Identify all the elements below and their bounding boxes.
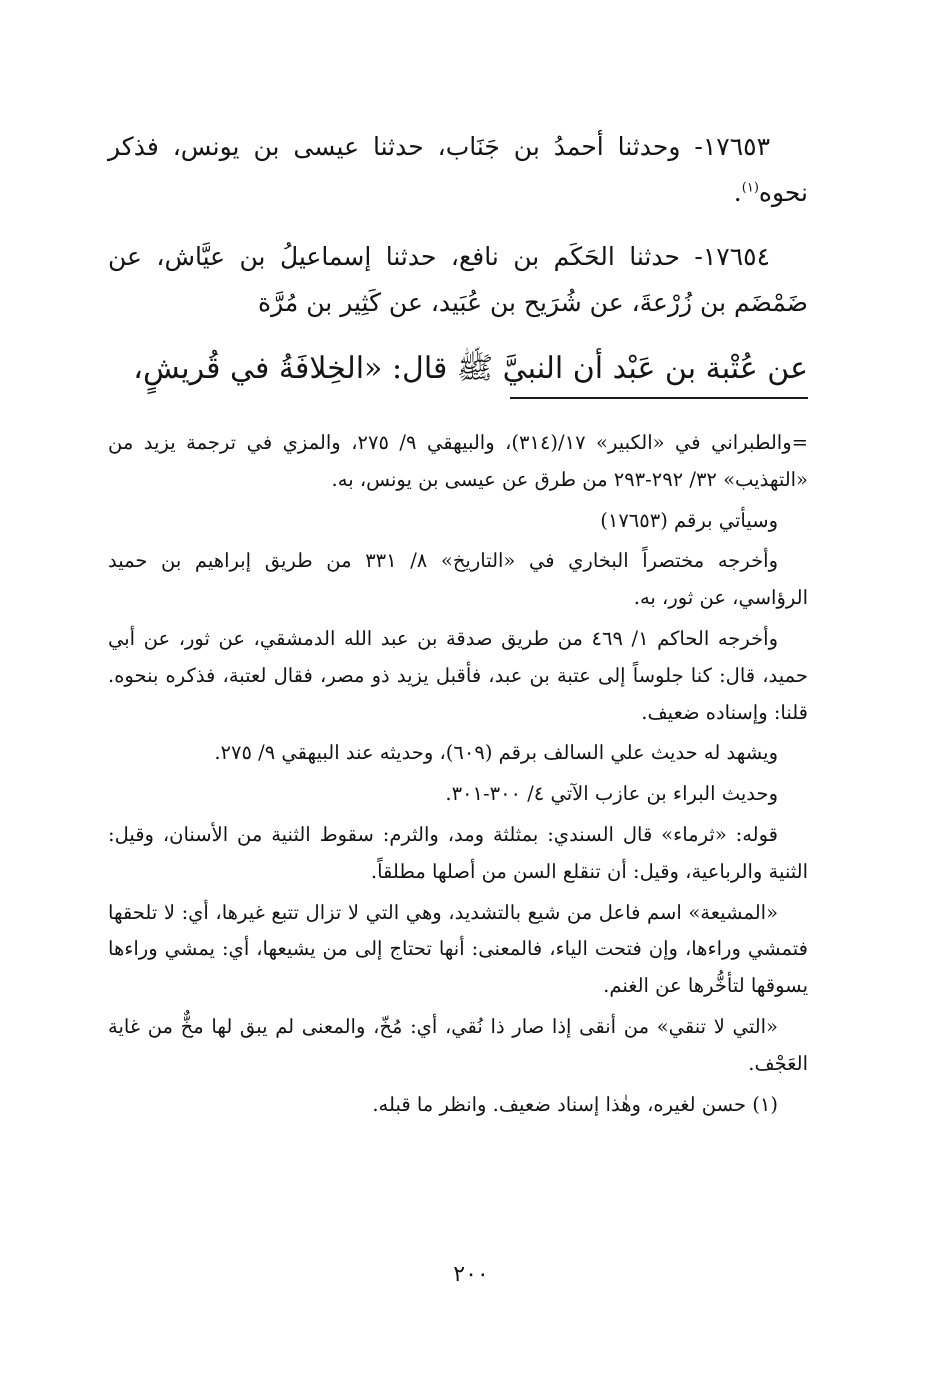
hadith-17653-end: . (733, 178, 742, 207)
footnote-paragraph: «التي لا تنقي» من أنقى إذا صار ذا نُقي، أي: مُخّ، والمعنى لم يبق لها مخٌّ من غاية العَجْف. (108, 1014, 808, 1075)
footnote-paragraph: ويشهد له حديث علي السالف برقم (٦٠٩)، وحديثه عند البيهقي ٩/ ٢٧٥. (214, 741, 778, 765)
footnote-ref-1[interactable]: (١) (741, 180, 759, 196)
hadith-17654-isnad: ١٧٦٥٤- حدثنا الحَكَم بن نافع، حدثنا إسماعيلُ بن عيَّاش، عن ضَمْضَم بن زُرْعةَ، عن شُرَيح بن عُبَيد، عن كَثِير بن مُرَّة (108, 242, 808, 317)
footnote-paragraph: «المشيعة» اسم فاعل من شيع بالتشديد، وهي التي لا تزال تتبع غيرها، أي: لا تلحقها فتمشي وراءها، وإن فتحت الياء، فالمعنى: أنها تحتاج إلى من يشيعها، أي: يمشي وراءها يسوقها لتأخُّرها عن الغنم. (108, 900, 808, 998)
footnotes (108, 425, 808, 1127)
footnote-paragraph: وسيأتي برقم (١٧٦٥٣) (600, 508, 778, 532)
footnote-paragraph: وأخرجه الحاكم ١/ ٤٦٩ من طريق صدقة بن عبد الله الدمشقي، عن ثور، عن أبي حميد، قال: كنا جلوساً إلى عتبة بن عبد، فأقبل يزيد ذو مصر، فقال لعتبة، فذكره بنحوه. قلنا: وإسناده ضعيف. (108, 626, 808, 724)
footnote-paragraph: وحديث البراء بن عازب الآتي ٤/ ٣٠٠-٣٠١. (445, 782, 778, 806)
hadith-17654-text: عن عُتْبة بن عَبْد أن النبيَّ ﷺ قال: «الخِلافَةُ في قُريشٍ، (133, 351, 808, 386)
footnote-1: (١) حسن لغيره، وهٰذا إسناد ضعيف. وانظر ما قبله. (372, 1092, 778, 1116)
hadith-17653 (108, 124, 808, 216)
footnote-paragraph: =والطبراني في «الكبير» ١٧/(٣١٤)، والبيهقي ٩/ ٢٧٥، والمزي في ترجمة يزيد من «التهذيب» ٣٢/ ٢٩٢-٢٩٣ من طرق عن عيسى بن يونس، به. (108, 431, 808, 491)
main-text (108, 124, 808, 412)
footnote-divider (510, 397, 808, 399)
footnote-paragraph: وأخرجه مختصراً البخاري في «التاريخ» ٨/ ٣٣١ من طريق إبراهيم بن حميد الرؤاسي، عن ثور، به. (108, 549, 808, 610)
footnote-paragraph: قوله: «ثرماء» قال السندي: بمثلثة ومد، والثرم: سقوط الثنية من الأسنان، وقيل: الثنية والرباعية، وقيل: أن تنقلع السن من أصلها مطلقاً. (108, 822, 808, 883)
hadith-17653-text: ١٧٦٥٣- وحدثنا أحمدُ بن جَنَاب، حدثنا عيسى بن يونس، فذكر نحوه (108, 132, 808, 207)
page-number: ٢٠٠ (453, 1262, 489, 1287)
